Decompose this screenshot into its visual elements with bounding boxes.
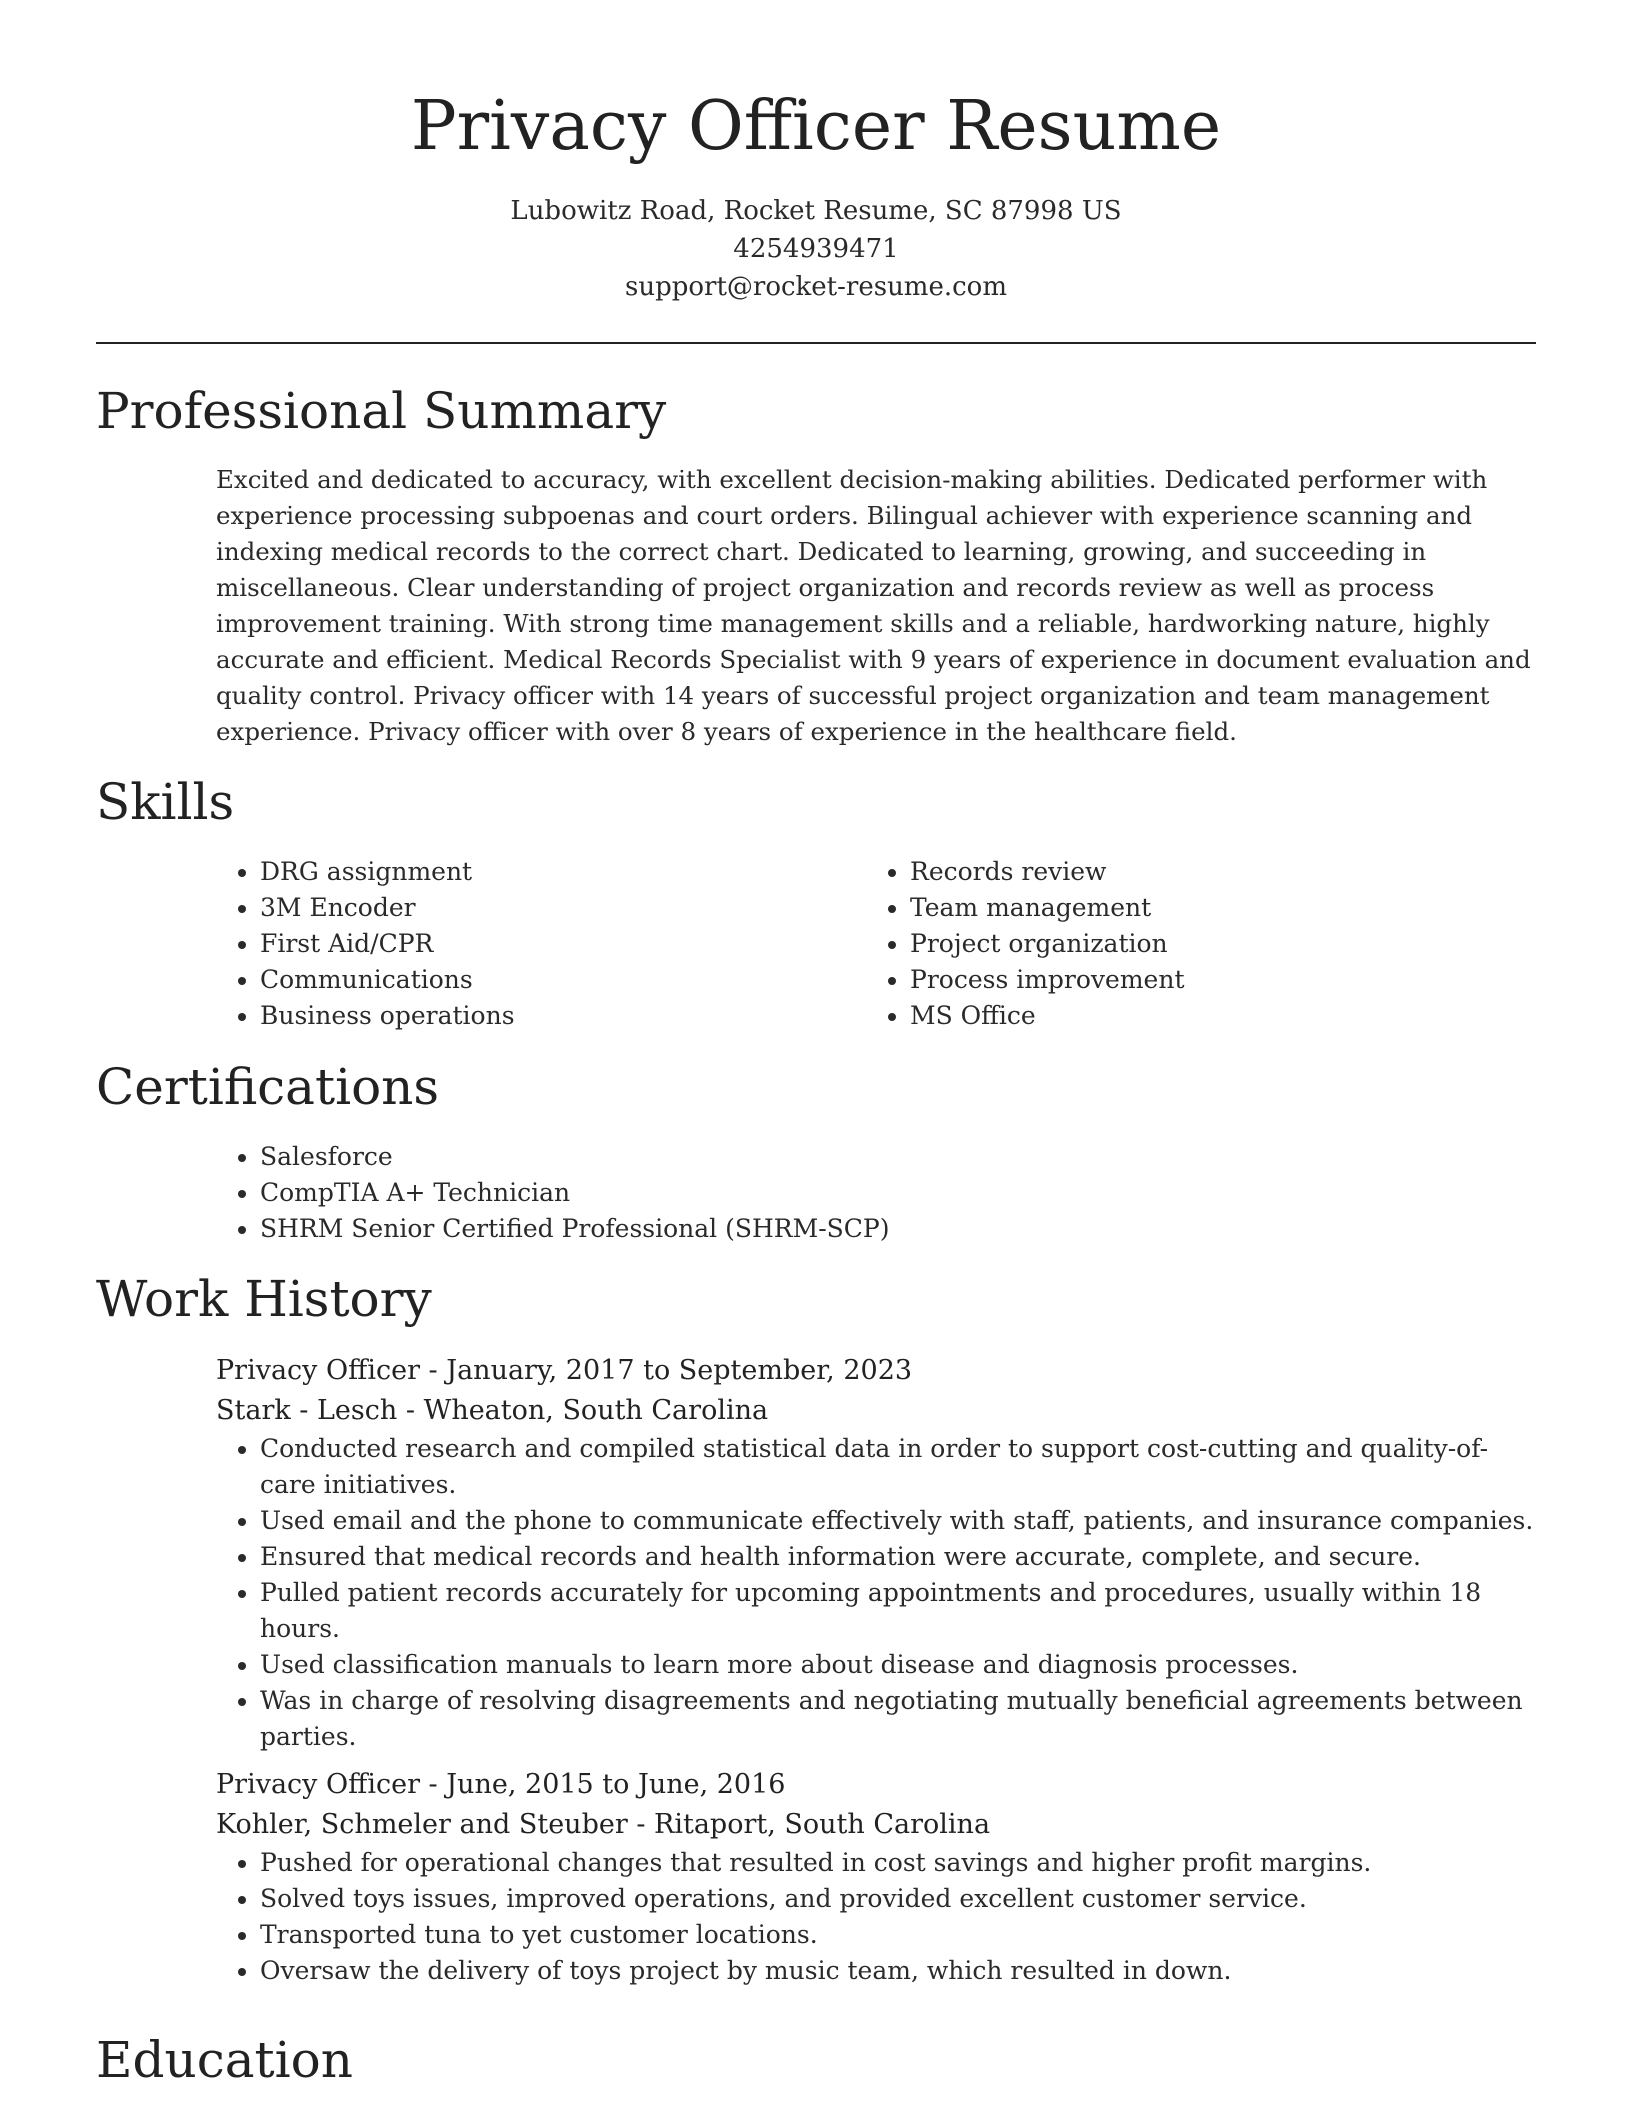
section-title-skills: Skills (96, 773, 235, 831)
header-divider (96, 342, 1536, 344)
job-duty-item: • Used classification manuals to learn more about disease and diagnosis processes. (260, 1647, 1538, 1683)
section-title-certifications: Certifications (96, 1058, 440, 1116)
resume-header (0, 0, 1632, 306)
contact-email: support@rocket-resume.com (624, 272, 1007, 302)
certification-item: • Salesforce (260, 1139, 1538, 1175)
summary-text: Excited and dedicated to accuracy, with excellent decision-making abilities. Dedicated performer with experience processing subpoenas and court orders. Bilingual achiever with experience scanning and indexing medical records to the correct chart. Dedicated to learning, growing, and succeeding in miscellaneous. Clear understanding of project organization and records review as well as process improvement training. With strong time management skills and a reliable, hardworking nature, highly accurate and efficient. Medical Records Specialist with 9 years of experience in document evaluation and quality control. Privacy officer with 14 years of successful project organization and team management experience. Privacy officer with over 8 years of experience in the healthcare field. (216, 465, 1531, 746)
resume-title: Privacy Officer Resume (410, 87, 1222, 166)
job-company-line: Kohler, Schmeler and Steuber - Ritaport, South Carolina (216, 1809, 991, 1840)
skill-item: • First Aid/CPR (260, 926, 866, 962)
skill-item: • MS Office (910, 998, 1516, 1034)
skill-item: • Team management (910, 890, 1516, 926)
skill-item: • Process improvement (910, 962, 1516, 998)
section-title-education: Education (96, 2031, 353, 2089)
contact-address: Lubowitz Road, Rocket Resume, SC 87998 US (510, 196, 1122, 226)
job-duty-item: • Solved toys issues, improved operations, and provided excellent customer service. (260, 1881, 1538, 1917)
job-duties-list (216, 1431, 1538, 1755)
contact-phone: 4254939471 (733, 234, 899, 264)
job-duty-item: • Used email and the phone to communicate effectively with staff, patients, and insurance companies. (260, 1503, 1538, 1539)
skills-column-left (216, 854, 866, 1034)
job-title-line: Privacy Officer - June, 2015 to June, 2016 (216, 1769, 786, 1800)
job-title-line: Privacy Officer - January, 2017 to September, 2023 (216, 1355, 913, 1386)
contact-block (0, 192, 1632, 306)
skills-list (216, 854, 1538, 1034)
skill-item: • Project organization (910, 926, 1516, 962)
job-entry (216, 1765, 1538, 1989)
skill-item: • Business operations (260, 998, 866, 1034)
job-duty-item: • Pulled patient records accurately for upcoming appointments and procedures, usually within 18 hours. (260, 1575, 1538, 1647)
certification-item: • SHRM Senior Certified Professional (SHRM-SCP) (260, 1211, 1538, 1247)
job-duty-item: • Conducted research and compiled statistical data in order to support cost-cutting and quality-of-care initiatives. (260, 1431, 1538, 1503)
job-duty-item: • Transported tuna to yet customer locations. (260, 1917, 1538, 1953)
job-duties-list (216, 1845, 1538, 1989)
job-duty-item: • Pushed for operational changes that resulted in cost savings and higher profit margins. (260, 1845, 1538, 1881)
skill-item: • Records review (910, 854, 1516, 890)
job-duty-item: • Ensured that medical records and health information were accurate, complete, and secure. (260, 1539, 1538, 1575)
certifications-list (216, 1139, 1538, 1247)
job-duty-item: • Oversaw the delivery of toys project by music team, which resulted in down. (260, 1953, 1538, 1989)
certification-item: • CompTIA A+ Technician (260, 1175, 1538, 1211)
skills-column-right (866, 854, 1516, 1034)
job-entry (216, 1351, 1538, 1755)
skill-item: • Communications (260, 962, 866, 998)
skill-item: • 3M Encoder (260, 890, 866, 926)
skill-item: • DRG assignment (260, 854, 866, 890)
section-title-work-history: Work History (96, 1270, 432, 1328)
job-company-line: Stark - Lesch - Wheaton, South Carolina (216, 1395, 769, 1426)
job-duty-item: • Was in charge of resolving disagreements and negotiating mutually beneficial agreements between parties. (260, 1683, 1538, 1755)
section-title-summary: Professional Summary (96, 382, 667, 440)
